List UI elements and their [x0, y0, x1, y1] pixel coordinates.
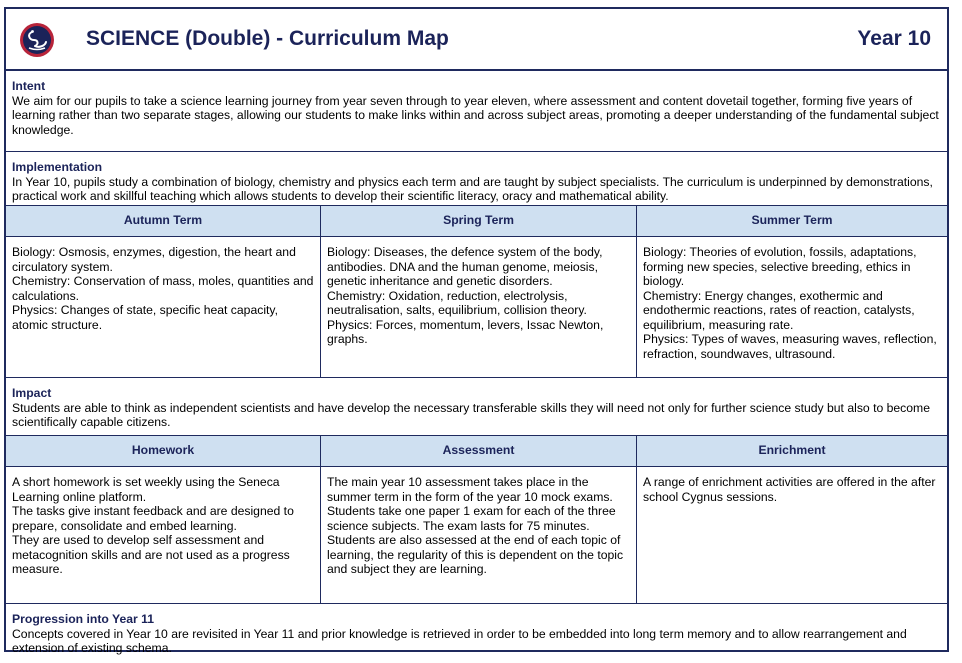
intent-text: We aim for our pupils to take a science learning journey from year seven through to year eleven, where assessment and content dovetail together, forming five years of learning rather than two separate stages, allowing our students to make links within and across subject areas, promoting a deeper understanding of the fundamental subject knowledge. — [12, 93, 939, 137]
implementation-text: In Year 10, pupils study a combination of biology, chemistry and physics each term and are taught by subject specialists. The curriculum is underpinned by demonstrations, practical work and skillful teaching which allows students to develop their scientific literacy, oracy and mathematical ability. — [12, 174, 933, 203]
curriculum-map — [4, 7, 949, 655]
intent-heading: Intent — [12, 79, 46, 93]
autumn-chemistry: Chemistry: Conservation of mass, moles, quantities and calculations. — [12, 274, 314, 303]
impact-section — [6, 378, 947, 436]
homework-header: Homework — [6, 436, 321, 466]
spring-physics: Physics: Forces, momentum, levers, Issac Newton, graphs. — [327, 317, 604, 346]
assessment-content — [321, 467, 637, 603]
enrichment-paragraph: A range of enrichment activities are offered in the after school Cygnus sessions. — [643, 475, 936, 504]
implementation-heading: Implementation — [12, 160, 103, 174]
assessment-header: Assessment — [321, 436, 637, 466]
enrichment-content — [637, 467, 947, 603]
details-content-row — [6, 467, 947, 604]
spring-chemistry: Chemistry: Oxidation, reduction, electrolysis, neutralisation, salts, equilibrium, collision theory. — [327, 288, 587, 317]
autumn-biology: Biology: Osmosis, enzymes, digestion, the heart and circulatory system. — [12, 245, 296, 274]
header — [6, 9, 947, 71]
autumn-term-content — [6, 237, 321, 377]
year-label: Year 10 — [857, 27, 931, 50]
page-title: SCIENCE (Double) - Curriculum Map — [86, 27, 449, 50]
implementation-section — [6, 152, 947, 206]
impact-heading: Impact — [12, 386, 52, 400]
homework-content — [6, 467, 321, 603]
progression-heading: Progression into Year 11 — [12, 612, 155, 626]
homework-paragraph: The tasks give instant feedback and are designed to prepare, consolidate and embed learning. — [12, 504, 294, 533]
autumn-term-header: Autumn Term — [6, 206, 321, 236]
summer-physics: Physics: Types of waves, measuring waves, reflection, refraction, soundwaves, ultrasound. — [643, 332, 937, 361]
progression-section — [6, 604, 947, 655]
swan-crest-logo — [19, 22, 55, 58]
impact-text: Students are able to think as independent scientists and have develop the necessary transferable skills they will need not only for further science study but also to become scientifically capable citizens. — [12, 400, 930, 429]
homework-paragraph: A short homework is set weekly using the Seneca Learning online platform. — [12, 475, 280, 504]
terms-header-row — [6, 206, 947, 237]
spring-term-header: Spring Term — [321, 206, 637, 236]
spring-term-content — [321, 237, 637, 377]
assessment-paragraph: Students are also assessed at the end of each topic of learning, the regularity of this is dependent on the topic and subject they are learning. — [327, 533, 624, 576]
summer-term-header: Summer Term — [751, 213, 833, 227]
intent-section — [6, 71, 947, 152]
terms-content-row — [6, 237, 947, 378]
enrichment-header: Enrichment — [758, 443, 826, 457]
summer-term-content — [637, 237, 947, 377]
summer-chemistry: Chemistry: Energy changes, exothermic and endothermic reactions, rates of reaction, catalysts, equilibrium, measuring rate. — [643, 288, 915, 332]
homework-paragraph: They are used to develop self assessment and metacognition skills and are not used as a progress measure. — [12, 533, 290, 576]
autumn-physics: Physics: Changes of state, specific heat capacity, atomic structure. — [12, 303, 278, 332]
details-header-row — [6, 436, 947, 467]
summer-biology: Biology: Theories of evolution, fossils, adaptations, forming new species, selective breeding, ethics in biology. — [643, 245, 917, 288]
assessment-paragraph: The main year 10 assessment takes place in the summer term in the form of the year 10 mock exams. Students take one paper 1 exam for each of the three science subjects. The exam lasts for 75 minutes. — [327, 475, 616, 533]
progression-text: Concepts covered in Year 10 are revisited in Year 11 and prior knowledge is retrieved in order to be embedded into long term memory and to allow rearrangement and extension of existing schema. — [12, 626, 907, 655]
spring-biology: Biology: Diseases, the defence system of the body, antibodies. DNA and the human genome, meiosis, genetic inheritance and genetic disorders. — [327, 245, 603, 288]
